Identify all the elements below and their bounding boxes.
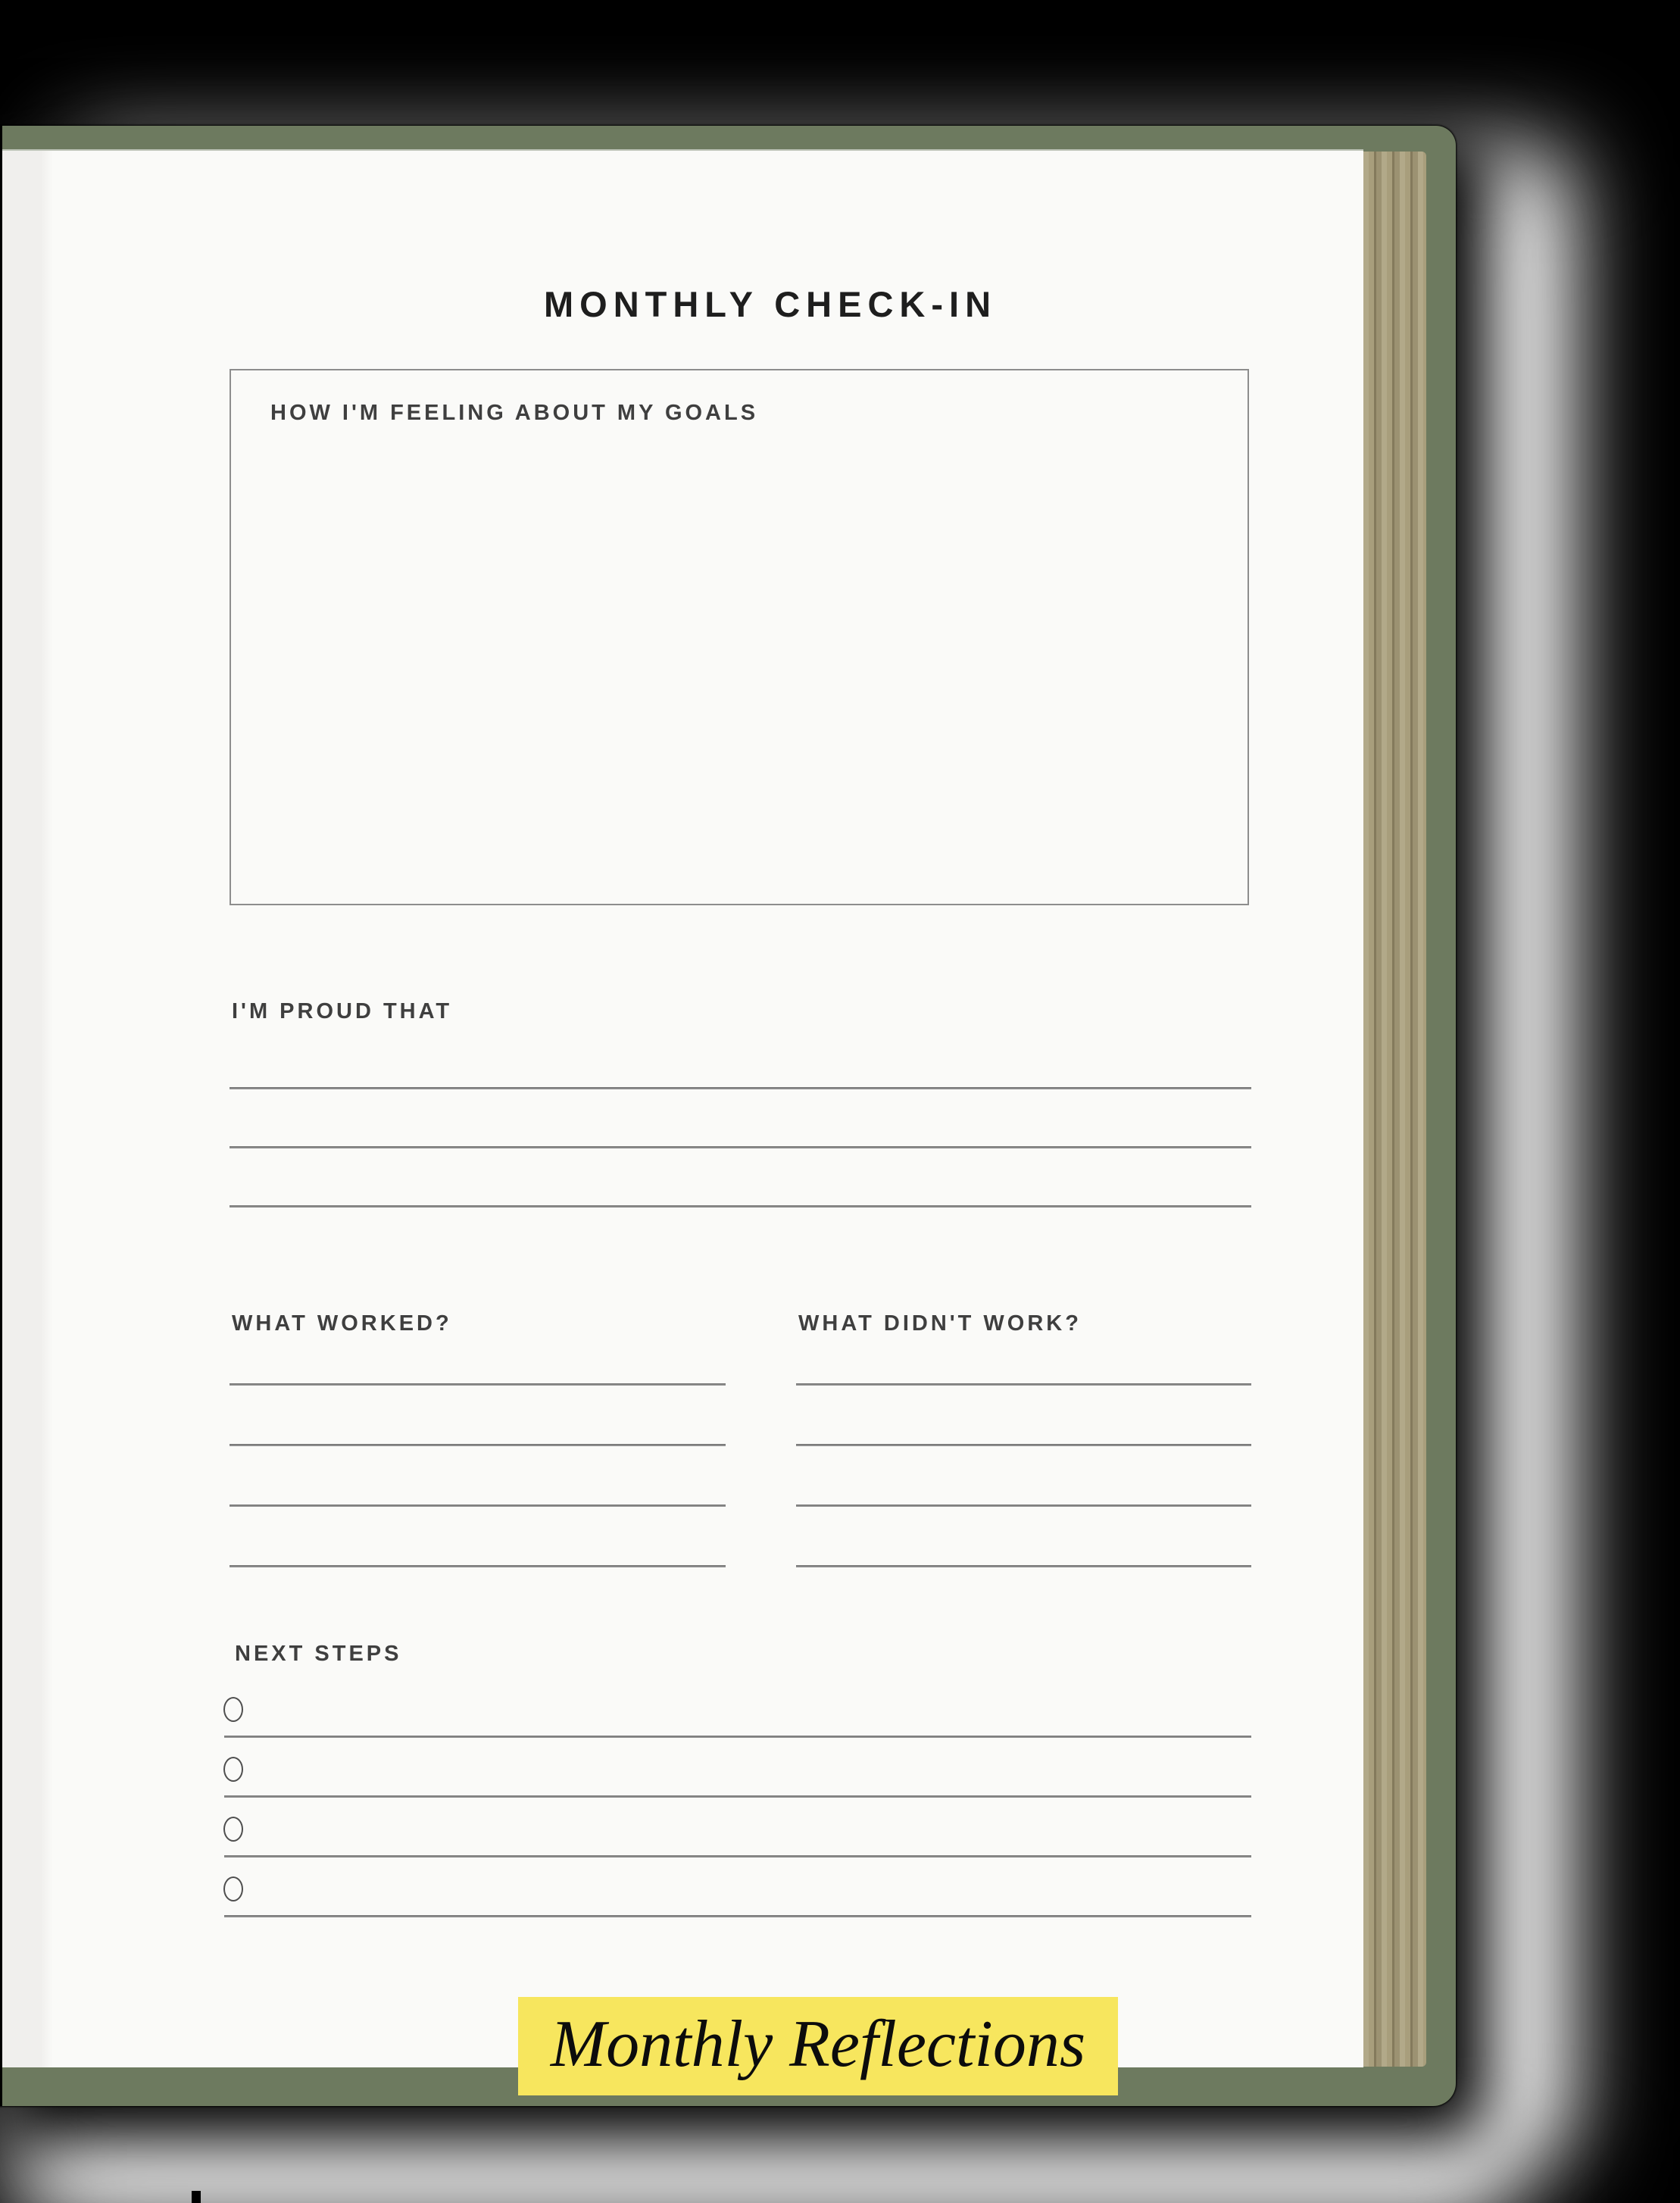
didnt-work-section-label: WHAT DIDN'T WORK?	[798, 1311, 1082, 1336]
page-title: MONTHLY CHECK-IN	[543, 284, 998, 324]
planner-page	[0, 151, 1363, 2067]
book-cover	[0, 126, 1456, 2106]
feelings-writing-box	[230, 369, 1249, 905]
feelings-box-label: HOW I'M FEELING ABOUT MY GOALS	[270, 401, 759, 425]
checklist-circle-icon	[223, 1697, 243, 1722]
worked-section-label: WHAT WORKED?	[232, 1311, 452, 1336]
writing-line	[796, 1565, 1251, 1567]
writing-line	[230, 1444, 726, 1446]
writing-line	[230, 1505, 726, 1507]
writing-line	[230, 1205, 1251, 1208]
writing-line	[230, 1565, 726, 1567]
writing-line	[224, 1855, 1251, 1858]
proud-section-label: I'M PROUD THAT	[232, 999, 453, 1023]
page-edges-stack	[1363, 152, 1426, 2067]
page-gutter-shade	[0, 151, 53, 2067]
footer-tab	[518, 1997, 1118, 2095]
writing-line	[224, 1915, 1251, 1917]
writing-line	[796, 1383, 1251, 1386]
writing-line	[224, 1736, 1251, 1738]
checklist-circle-icon	[223, 1817, 243, 1842]
checklist-circle-icon	[223, 1876, 243, 1901]
writing-line	[230, 1383, 726, 1386]
next-steps-section-label: NEXT STEPS	[235, 1642, 402, 1666]
writing-line	[796, 1444, 1251, 1446]
writing-line	[230, 1087, 1251, 1089]
writing-line	[230, 1146, 1251, 1148]
crop-artifact	[192, 2191, 201, 2203]
checklist-circle-icon	[223, 1757, 243, 1782]
writing-line	[796, 1505, 1251, 1507]
writing-line	[224, 1795, 1251, 1798]
left-crop-edge	[0, 126, 2, 2106]
footer-tab-label: Monthly Reflections	[550, 2008, 1086, 2081]
